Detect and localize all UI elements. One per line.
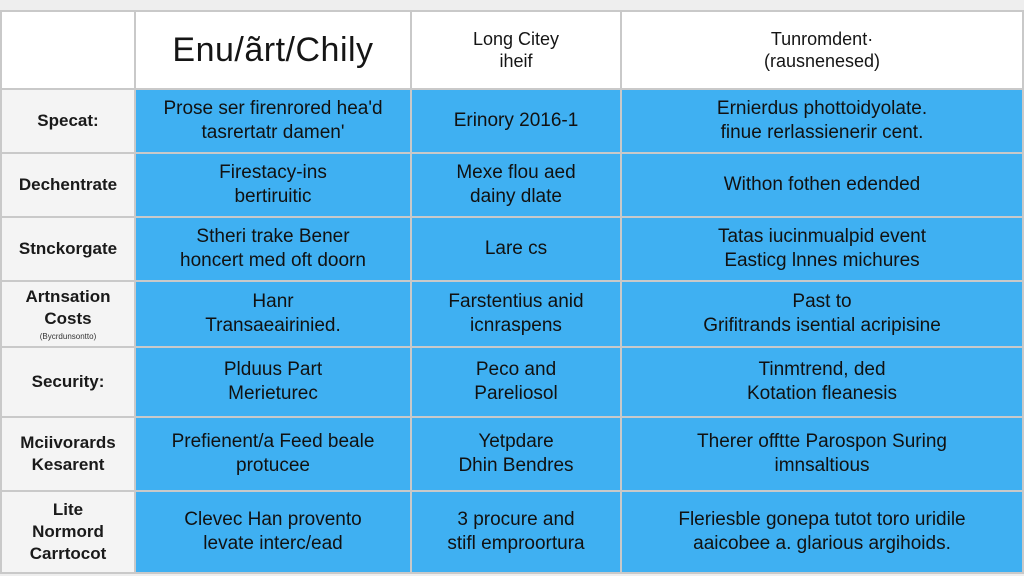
header-col3-line2: (rausnenesed) (763, 51, 881, 71)
row-label (1, 281, 135, 347)
table-row (1, 217, 1023, 281)
cell-text: Ernierdus phottoidyolate. (716, 98, 928, 119)
cell-text: protucee (236, 455, 310, 476)
table-cell (621, 217, 1023, 281)
cell-text: Stheri trake Bener (196, 226, 350, 247)
row-label-text: Artnsation (25, 287, 111, 306)
cell-text: icnraspens (470, 315, 562, 336)
cell-text: Firestacy-ins (219, 162, 327, 183)
cell-text: levate interc/ead (203, 533, 343, 554)
header-corner-cell (1, 11, 135, 89)
table-cell (411, 281, 621, 347)
cell-text: Dhin Bendres (458, 455, 574, 476)
cell-text: Withon fothen edended (723, 174, 921, 195)
cell-text: Pareliosol (474, 383, 558, 404)
table-cell (411, 217, 621, 281)
cell-text: stifl emproortura (447, 533, 585, 554)
cell-text: Peco and (475, 359, 557, 380)
cell-text: tasrertatr damen' (201, 122, 345, 143)
header-col3-line1: Tunromdent· (770, 29, 874, 49)
table-cell (621, 281, 1023, 347)
header-col2-line2: iheif (499, 51, 533, 71)
cell-text: Fleriesble gonepa tutot toro uridile (678, 509, 966, 530)
cell-text: 3 procure and (457, 509, 575, 530)
header-col2 (411, 11, 621, 89)
cell-text: Yetpdare (478, 431, 554, 452)
cell-text: dainy dlate (470, 186, 562, 207)
row-label (1, 491, 135, 573)
row-label-text: Normord (32, 522, 104, 541)
table-row (1, 347, 1023, 417)
table-cell (135, 281, 411, 347)
cell-text: Easticg lnnes michures (724, 250, 920, 271)
row-label (1, 417, 135, 491)
comparison-table (0, 10, 1024, 574)
table-cell (621, 89, 1023, 153)
cell-text: honcert med oft doorn (180, 250, 366, 271)
table-cell (135, 89, 411, 153)
cell-text: Clevec Han provento (184, 509, 362, 530)
row-label (1, 347, 135, 417)
table-cell (135, 217, 411, 281)
table-cell (411, 89, 621, 153)
cell-text: Lare cs (484, 238, 548, 259)
cell-text: Prose ser firenrored hea'd (163, 98, 383, 119)
table-cell (621, 491, 1023, 573)
row-label (1, 153, 135, 217)
table-cell (411, 347, 621, 417)
row-label-text: Dechentrate (18, 175, 118, 194)
table-row (1, 491, 1023, 573)
table-cell (621, 153, 1023, 217)
cell-text: imnsaltious (774, 455, 870, 476)
cell-text: Prefienent/a Feed beale (171, 431, 375, 452)
cell-text: Therer offtte Parospon Suring (697, 431, 947, 452)
cell-text: aaicobee a. glarious argihoids. (693, 533, 951, 554)
row-label-text: Stnckorgate (18, 239, 118, 258)
header-col2-line1: Long Citey (472, 29, 560, 49)
table-row (1, 281, 1023, 347)
cell-text: Plduus Part (223, 359, 323, 380)
cell-text: Tatas iucinmualpid event (717, 226, 927, 247)
table-cell (621, 417, 1023, 491)
table-row (1, 89, 1023, 153)
row-label-text: Carrtocot (29, 544, 107, 563)
table-cell (411, 417, 621, 491)
row-label-text: Kesarent (31, 455, 105, 474)
table-cell (135, 153, 411, 217)
table-cell (135, 417, 411, 491)
table-cell (135, 491, 411, 573)
table-row (1, 153, 1023, 217)
table-cell (411, 153, 621, 217)
table-row (1, 417, 1023, 491)
cell-text: Farstentius anid (448, 291, 584, 312)
row-label (1, 89, 135, 153)
row-label (1, 217, 135, 281)
row-label-text: Mciivorards (20, 433, 116, 452)
cell-text: Mexe flou aed (456, 162, 576, 183)
comparison-table-container (0, 10, 1024, 572)
table-cell (621, 347, 1023, 417)
cell-text: bertiruitic (234, 186, 312, 207)
table-cell (135, 347, 411, 417)
row-label-text: Lite (52, 500, 84, 519)
row-label-text: Security: (31, 372, 105, 391)
cell-text: finue rerlassienerir cent. (720, 122, 924, 143)
cell-text: Merieturec (228, 383, 318, 404)
row-label-text: Costs (44, 309, 92, 328)
cell-text: Kotation fleanesis (747, 383, 897, 404)
header-col3 (621, 11, 1023, 89)
table-cell (411, 491, 621, 573)
cell-text: Grifitrands isential acripisine (703, 315, 941, 336)
cell-text: Hanr (252, 291, 294, 312)
cell-text: Tinmtrend, ded (758, 359, 886, 380)
row-sublabel: (Bycrdunsontto) (39, 332, 97, 341)
cell-text: Past to (792, 291, 852, 312)
cell-text: Erinory 2016-1 (453, 110, 579, 131)
cell-text: Transaeairinied. (205, 315, 341, 336)
header-col1: Enu/ãrt/Chily (135, 11, 411, 89)
row-label-text: Specat: (37, 111, 99, 130)
table-header-row (1, 11, 1023, 89)
